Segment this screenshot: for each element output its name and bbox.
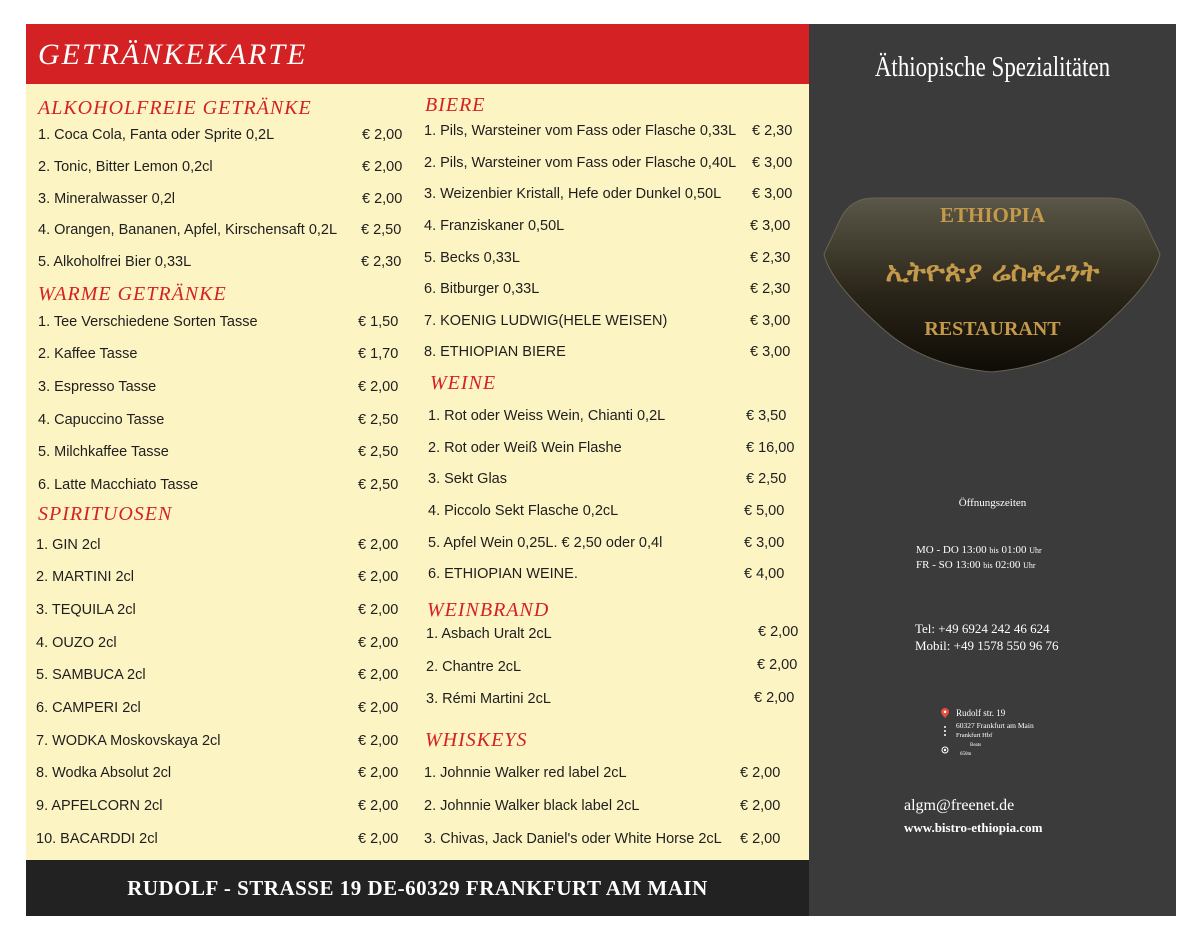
menu-item-name: 3. Rémi Martini 2cL [426,691,551,707]
menu-item-name: 1. Rot oder Weiss Wein, Chianti 0,2L [428,408,666,424]
hours-title: Öffnungszeiten [958,497,1027,509]
menu-item-price: € 2,00 [754,690,795,706]
menu-item-price: € 2,00 [740,831,781,847]
menu-item-name: 3. Espresso Tasse [38,379,157,395]
hours-unit: Uhr [1029,546,1042,555]
menu-item-price: € 2,00 [362,191,403,207]
section-title-alkoholfrei: ALKOHOLFREIE GETRÄNKE [38,97,312,119]
hours-row [916,544,1042,556]
menu-item-price: € 3,50 [746,408,787,424]
map-label: Beats [970,743,982,748]
logo-amharic-text: ኢትዮጵያ ሬስቶራንት [885,255,1100,288]
side-subtitle: Äthiopische Spezialitäten [874,52,1111,83]
hours-from: 13:00 [955,559,981,571]
menu-item-price: € 2,00 [362,159,403,175]
menu-item-name: 1. Tee Verschiedene Sorten Tasse [38,314,258,330]
menu-item-name: 9. APFELCORN 2cl [36,798,163,814]
menu-item-name: 5. SAMBUCA 2cl [36,667,146,683]
menu-item-price: € 2,00 [358,379,399,395]
menu-item-name: 6. Bitburger 0,33L [424,281,540,297]
menu-item-price: € 2,50 [361,222,402,238]
menu-item-name: 4. Franziskaner 0,50L [424,218,565,234]
menu-item-name: 5. Becks 0,33L [424,250,520,266]
menu-item-name: 3. Sekt Glas [428,471,507,487]
menu-item-price: € 3,00 [750,344,791,360]
menu-item-name: 1. GIN 2cl [36,537,101,553]
hours-bis: bis [983,561,993,570]
menu-item-price: € 16,00 [746,440,795,456]
menu-item-name: 2. Pils, Warsteiner vom Fass oder Flasche 0,40L [424,155,737,171]
contact-mobil: Mobil: +49 1578 550 96 76 [915,638,1059,653]
menu-item-price: € 2,00 [358,667,399,683]
menu-item-price: € 2,50 [746,471,787,487]
menu-item-price: € 3,00 [752,186,793,202]
hours-from: 13:00 [961,544,987,556]
menu-item-name: 5. Milchkaffee Tasse [38,444,169,460]
menu-item-price: € 2,00 [358,700,399,716]
menu-item-price: € 1,70 [358,346,399,362]
map-distance: 650m [960,752,972,757]
menu-item-price: € 3,00 [752,155,793,171]
email-link[interactable]: algm@freenet.de [904,797,1015,814]
menu-item-name: 2. Chantre 2cL [426,659,522,675]
menu-item-name: 4. Capuccino Tasse [38,412,165,428]
map-pin-icon [940,707,950,757]
menu-item-name: 2. MARTINI 2cl [36,569,135,585]
menu-title: GETRÄNKEKARTE [38,38,308,71]
menu-item-price: € 2,50 [358,444,399,460]
menu-item-name: 6. CAMPERI 2cl [36,700,141,716]
menu-item-price: € 2,00 [757,657,798,673]
menu-item-name: 4. Orangen, Bananen, Apfel, Kirschensaft 0,2L [38,222,338,238]
menu-item-price: € 2,00 [362,127,403,143]
section-title-weinbrand: WEINBRAND [427,599,550,621]
menu-item-name: 6. Latte Macchiato Tasse [38,477,199,493]
menu-item-name: 3. Mineralwasser 0,2l [38,191,175,207]
menu-item-name: 3. Chivas, Jack Daniel's oder White Horse 2cL [424,831,722,847]
menu-item-price: € 1,50 [358,314,399,330]
menu-item-price: € 2,30 [750,281,791,297]
menu-item-name: 10. BACARDDI 2cl [36,831,158,847]
menu-item-price: € 4,00 [744,566,785,582]
menu-item-price: € 2,30 [361,254,402,270]
menu-item-name: 2. Tonic, Bitter Lemon 0,2cl [38,159,213,175]
map-station: Frankfurt Hbf [956,732,993,739]
section-title-spirituosen: SPIRITUOSEN [38,503,173,525]
contact-tel: Tel: +49 6924 242 46 624 [915,621,1050,636]
section-title-biere: BIERE [425,94,486,116]
logo-ethiopia-text: ETHIOPIA [939,203,1046,227]
menu-item-price: € 2,50 [358,477,399,493]
hours-days: FR - SO [916,559,953,571]
hours-row [916,559,1036,571]
menu-item-price: € 2,30 [750,250,791,266]
hours-to: 01:00 [1001,544,1027,556]
section-title-warme: WARME GETRÄNKE [38,283,227,305]
address-text: RUDOLF - STRASSE 19 DE-60329 FRANKFURT AM MAIN [127,876,708,900]
logo-restaurant-text: RESTAURANT [924,318,1061,340]
menu-item-price: € 2,00 [358,765,399,781]
menu-item-name: 4. OUZO 2cl [36,635,117,651]
menu-item-price: € 3,00 [750,218,791,234]
menu-item-price: € 2,00 [358,733,399,749]
menu-item-name: 3. Weizenbier Kristall, Hefe oder Dunkel 0,50L [424,186,722,202]
hours-to: 02:00 [995,559,1021,571]
map-street: Rudolf str. 19 [956,708,1006,718]
menu-item-name: 1. Coca Cola, Fanta oder Sprite 0,2L [38,127,275,143]
menu-item-name: 1. Asbach Uralt 2cL [426,626,552,642]
menu-item-price: € 2,00 [358,537,399,553]
menu-item-price: € 2,00 [358,831,399,847]
menu-item-price: € 3,00 [744,535,785,551]
hours-bis: bis [989,546,999,555]
hours-unit: Uhr [1023,561,1036,570]
menu-item-name: 1. Pils, Warsteiner vom Fass oder Flasche 0,33L [424,123,737,139]
menu-item-name: 5. Apfel Wein 0,25L. € 2,50 oder 0,4l [428,535,663,551]
menu-item-name: 3. TEQUILA 2cl [36,602,136,618]
side-panel [809,24,1176,916]
menu-item-price: € 5,00 [744,503,785,519]
menu-item-name: 4. Piccolo Sekt Flasche 0,2cL [428,503,619,519]
menu-item-name: 2. Kaffee Tasse [38,346,138,362]
menu-item-price: € 2,00 [358,798,399,814]
menu-item-name: 6. ETHIOPIAN WEINE. [428,566,578,582]
menu-item-price: € 3,00 [750,313,791,329]
menu-item-price: € 2,50 [358,412,399,428]
menu-item-name: 8. Wodka Absolut 2cl [36,765,172,781]
section-title-weine: WEINE [430,372,497,394]
menu-item-price: € 2,00 [358,602,399,618]
menu-item-price: € 2,00 [358,569,399,585]
menu-item-price: € 2,00 [740,765,781,781]
menu-item-name: 1. Johnnie Walker red label 2cL [424,765,627,781]
section-title-whiskeys: WHISKEYS [425,729,528,751]
menu-item-name: 5. Alkoholfrei Bier 0,33L [38,254,192,270]
menu-item-name: 7. KOENIG LUDWIG(HELE WEISEN) [424,313,668,329]
menu-item-name: 7. WODKA Moskovskaya 2cl [36,733,221,749]
menu-item-name: 2. Rot oder Weiß Wein Flashe [428,440,622,456]
website-link[interactable]: www.bistro-ethiopia.com [904,820,1043,835]
map-city: 60327 Frankfurt am Main [956,721,1034,730]
menu-item-price: € 2,00 [358,635,399,651]
menu-item-name: 2. Johnnie Walker black label 2cL [424,798,640,814]
menu-item-price: € 2,00 [758,624,799,640]
menu-item-price: € 2,00 [740,798,781,814]
menu-item-name: 8. ETHIOPIAN BIERE [424,344,566,360]
menu-item-price: € 2,30 [752,123,793,139]
hours-days: MO - DO [916,544,959,556]
